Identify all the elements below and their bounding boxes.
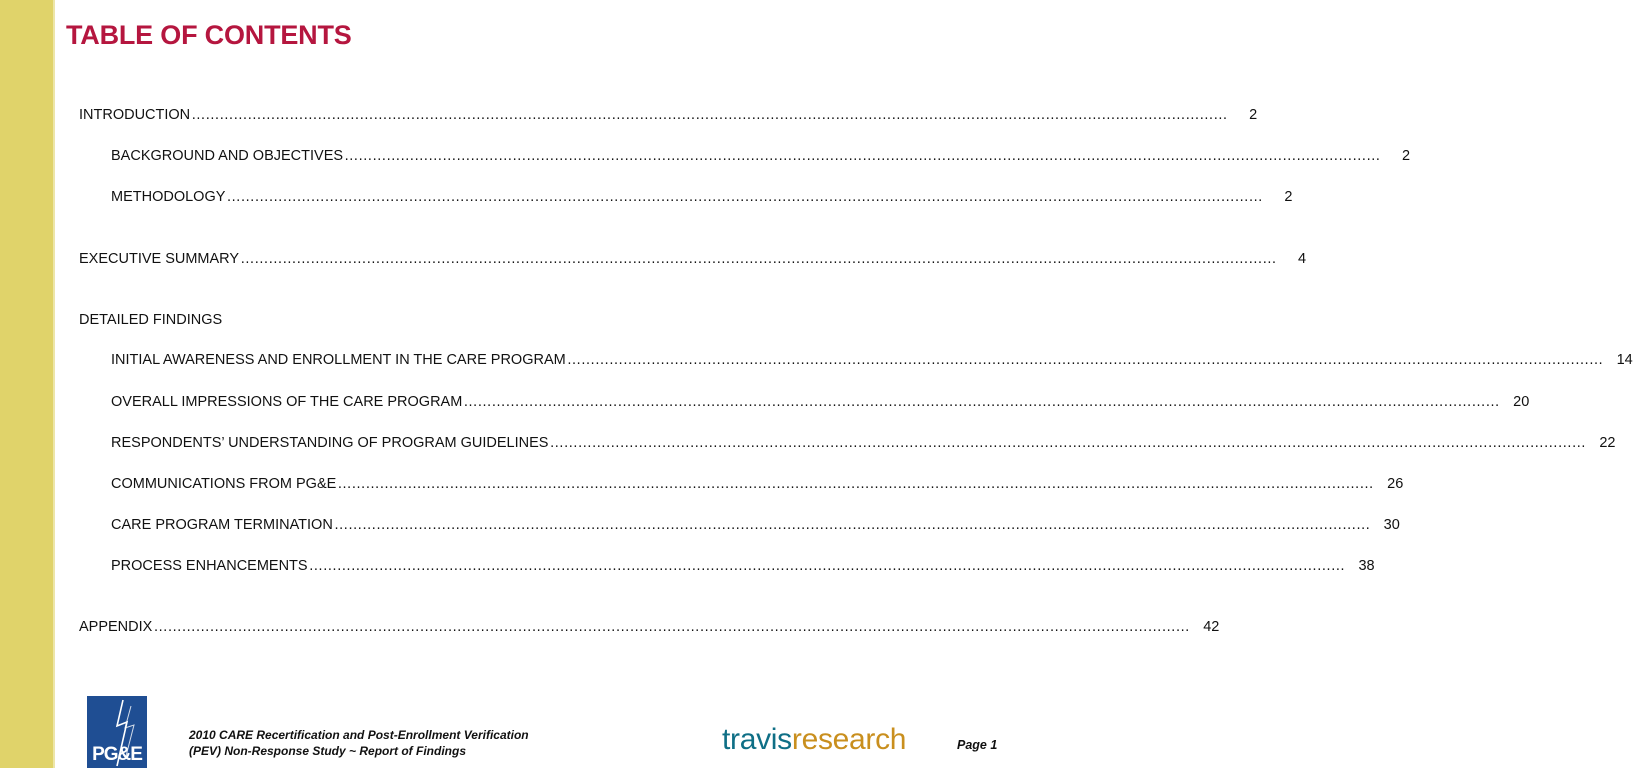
brand-wordmark-part1: travis	[722, 723, 792, 756]
toc-entry-page: 42	[1203, 619, 1220, 635]
toc-entry-page: 4	[1298, 251, 1307, 267]
page-title: TABLE OF CONTENTS	[66, 20, 352, 50]
dot-leader: ……………………………………………………………………………………………………………………………………………………………………………………………………	[566, 352, 1603, 368]
toc-section-detailed-findings	[79, 312, 993, 328]
study-title-line1: 2010 CARE Recertification and Post-Enrollment Verification	[189, 728, 529, 742]
toc-entry-page: 14	[1616, 352, 1633, 368]
toc-entry-communications	[111, 476, 1404, 492]
toc-entry-page: 2	[1401, 148, 1411, 164]
toc-entry-appendix	[79, 619, 1220, 635]
dot-leader: ……………………………………………………………………………………………………………………………………………………………………………………………………	[226, 189, 1263, 205]
dot-leader: ……………………………………………………………………………………………………………………………………………………………………………………………………	[549, 435, 1586, 451]
toc-entry-label: RESPONDENTS’ UNDERSTANDING OF PROGRAM GUIDELINES	[111, 435, 549, 451]
study-title	[189, 727, 529, 759]
travis-research-logo	[722, 722, 906, 758]
toc-entry-label: COMMUNICATIONS FROM PG&E	[111, 476, 337, 492]
toc-entry-label: APPENDIX	[79, 619, 153, 635]
dot-leader: ……………………………………………………………………………………………………………………………………………………………………………………………………	[337, 476, 1374, 492]
toc-entry-overall-impressions	[111, 394, 1530, 410]
brand-wordmark-part2: research	[791, 723, 907, 756]
dot-leader: ……………………………………………………………………………………………………………………………………………………………………………………………………	[333, 517, 1370, 533]
toc-entry-page: 38	[1358, 558, 1375, 574]
toc-entry-page: 2	[1249, 107, 1258, 123]
page-number: Page 1	[957, 738, 998, 752]
dot-leader: ……………………………………………………………………………………………………………………………………………………………………………………………………	[308, 558, 1345, 574]
dot-leader: ……………………………………………………………………………………………………………………………………………………………………………………………………	[153, 619, 1190, 635]
toc-entry-label: METHODOLOGY	[111, 189, 226, 205]
dot-leader: ……………………………………………………………………………………………………………………………………………………………………………………………………	[344, 148, 1381, 164]
toc-entry-introduction	[79, 107, 1258, 123]
toc-entry-background-and-objectives	[111, 148, 1411, 164]
toc-entry-methodology	[111, 189, 1293, 205]
toc-entry-label: INTRODUCTION	[79, 107, 191, 123]
toc-entry-care-program-termination	[111, 517, 1400, 533]
dot-leader: ……………………………………………………………………………………………………………………………………………………………………………………………………	[463, 394, 1500, 410]
toc-entry-executive-summary	[79, 251, 1307, 267]
toc-entry-page: 2	[1284, 189, 1293, 205]
toc-entry-page: 30	[1383, 517, 1400, 533]
pge-logo-text: PG&E	[92, 744, 142, 765]
toc-entry-process-enhancements	[111, 558, 1375, 574]
toc-entry-label: BACKGROUND AND OBJECTIVES	[111, 148, 344, 164]
dot-leader: ……………………………………………………………………………………………………………………………………………………………………………………………………	[240, 251, 1277, 267]
dot-leader: ……………………………………………………………………………………………………………………………………………………………………………………………………	[191, 107, 1228, 123]
toc-entry-label: OVERALL IMPRESSIONS OF THE CARE PROGRAM	[111, 394, 463, 410]
pge-logo	[87, 696, 147, 768]
toc-entry-page: 26	[1387, 476, 1404, 492]
toc-entry-label: CARE PROGRAM TERMINATION	[111, 517, 333, 533]
left-accent-bar-edge	[53, 0, 55, 768]
toc-entry-page: 20	[1513, 394, 1530, 410]
toc-entry-page: 22	[1599, 435, 1616, 451]
toc-entry-label: EXECUTIVE SUMMARY	[79, 251, 240, 267]
toc-section-label: DETAILED FINDINGS	[79, 312, 223, 328]
toc-entry-program-guidelines	[111, 435, 1616, 451]
toc-entry-label: INITIAL AWARENESS AND ENROLLMENT IN THE CARE PROGRAM	[111, 352, 566, 368]
toc-entry-label: PROCESS ENHANCEMENTS	[111, 558, 308, 574]
study-title-line2: (PEV) Non-Response Study ~ Report of Findings	[189, 744, 467, 758]
toc-entry-initial-awareness	[111, 352, 1633, 368]
left-accent-bar	[0, 0, 53, 768]
